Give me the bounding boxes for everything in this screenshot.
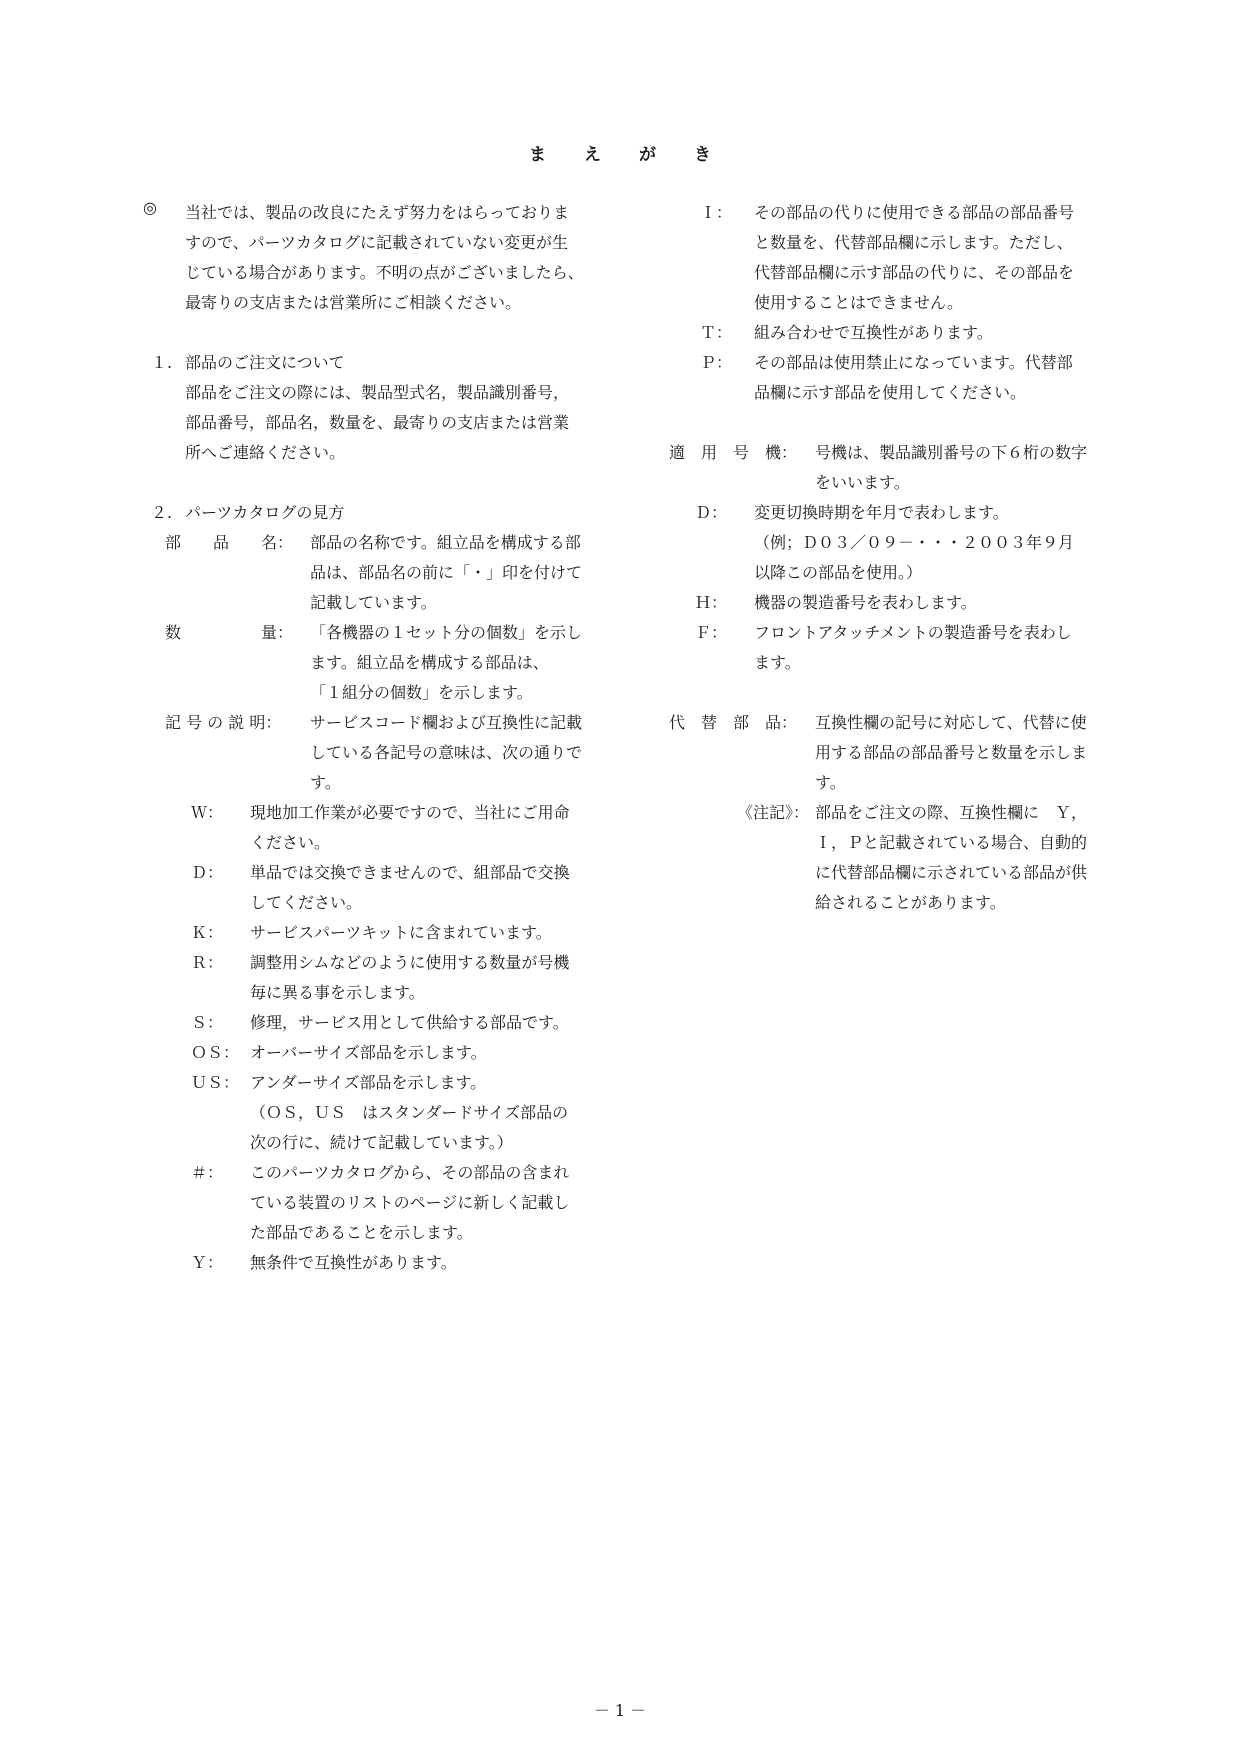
term-line: 「１組分の個数」を示します。 xyxy=(310,683,533,702)
code-label: Ｓ： xyxy=(191,1013,224,1032)
code-line: た部品であることを示します。 xyxy=(250,1223,473,1242)
code-entry-hash xyxy=(145,1158,625,1248)
section-1 xyxy=(145,348,625,468)
code-line: その部品の代りに使用できる部品の部品番号 xyxy=(754,203,1075,222)
code-line: 無条件で互換性があります。 xyxy=(250,1253,457,1272)
code-line: 組み合わせで互換性があります。 xyxy=(754,323,993,342)
code-line: 変更切換時期を年月で表わします。 xyxy=(754,503,1009,522)
code-line: 単品では交換できませんので、組部品で交換 xyxy=(250,863,570,882)
code-label: Ｐ： xyxy=(700,353,733,372)
section-line: 部品番号，部品名，数量を、最寄りの支店または営業 xyxy=(185,413,570,432)
code-line: 代替部品欄に示す部品の代りに、その部品を xyxy=(754,263,1075,282)
term-label: 適 用 号 機： xyxy=(669,443,798,462)
code-line: 機器の製造番号を表わします。 xyxy=(754,593,977,612)
code-line: 以降この部品を使用。） xyxy=(754,563,923,582)
code-entry-f xyxy=(667,618,1127,678)
term-line: している各記号の意味は、次の通りで xyxy=(310,743,583,762)
left-column xyxy=(145,198,625,1278)
term-line: 用する部品の部品番号と数量を示しま xyxy=(815,743,1088,762)
code-line: 現地加工作業が必要ですので、当社にご用命 xyxy=(250,803,570,822)
term-label: 記 号 の 説 明： xyxy=(165,713,282,732)
double-circle-mark: ◎ xyxy=(143,198,157,217)
term-line: す。 xyxy=(310,773,341,792)
note-entry xyxy=(667,798,1127,918)
code-label: Ｋ： xyxy=(191,923,224,942)
term-line: す。 xyxy=(815,773,846,792)
title-char: え xyxy=(584,145,601,165)
term-line: 号機は、製品識別番号の下６桁の数字 xyxy=(815,443,1088,462)
code-label: Ｒ： xyxy=(191,953,224,972)
code-line: フロントアタッチメントの製造番号を表わし xyxy=(754,623,1072,642)
code-line: （ＯＳ，ＵＳ はスタンダードサイズ部品の xyxy=(250,1103,569,1122)
intro-line: じている場合があります。不明の点がございましたら、 xyxy=(185,263,584,282)
code-line: 使用することはできません。 xyxy=(754,293,963,312)
term-label: 数 量： xyxy=(165,623,294,642)
term-entry xyxy=(145,708,625,798)
section-2 xyxy=(145,498,625,1278)
code-entry-d xyxy=(145,858,625,918)
term-line: 部品の名称です。組立品を構成する部 xyxy=(310,533,581,552)
code-line: 品欄に示す部品を使用してください。 xyxy=(754,383,1027,402)
term-line: サービスコード欄および互換性に記載 xyxy=(310,713,583,732)
code-entry-y xyxy=(145,1248,625,1278)
code-label: Ｗ： xyxy=(191,803,224,822)
code-entry-i xyxy=(667,198,1127,318)
code-entry-w xyxy=(145,798,625,858)
note-line: Ｉ，Ｐと記載されている場合、自動的 xyxy=(815,833,1088,852)
intro-line: 当社では、製品の改良にたえず努力をはらっておりま xyxy=(185,203,570,222)
code-label: Ｆ： xyxy=(695,623,728,642)
title-char: ま xyxy=(529,145,546,165)
title-char: が xyxy=(639,145,656,165)
term-line: 「各機器の１セット分の個数」を示し xyxy=(310,623,583,642)
term-entry xyxy=(145,618,625,708)
intro-line: 最寄りの支店または営業所にご相談ください。 xyxy=(185,293,522,312)
code-entry-r xyxy=(145,948,625,1008)
page-title xyxy=(0,140,1240,165)
section-heading: パーツカタログの見方 xyxy=(185,503,345,522)
note-line: に代替部品欄に示されている部品が供 xyxy=(815,863,1088,882)
code-line: ます。 xyxy=(754,653,801,672)
code-entry-h xyxy=(667,588,1127,618)
code-label: ＃： xyxy=(191,1163,224,1182)
substitute-part-entry xyxy=(667,708,1127,798)
term-line: 品は、部品名の前に「・」印を付けて xyxy=(310,563,583,582)
code-line: アンダーサイズ部品を示します。 xyxy=(250,1073,487,1092)
note-line: 部品をご注文の際、互換性欄に Ｙ， xyxy=(815,803,1088,822)
term-line: ます。組立品を構成する部品は、 xyxy=(310,653,549,672)
code-entry-p xyxy=(667,348,1127,408)
section-number: ２. xyxy=(151,503,173,522)
code-line: 毎に異る事を示します。 xyxy=(250,983,425,1002)
code-label: ＵＳ： xyxy=(191,1073,240,1092)
page-number: － 1 － xyxy=(593,1701,647,1720)
section-line: 部品をご注文の際には、製品型式名，製品識別番号， xyxy=(185,383,570,402)
code-label: Ｄ： xyxy=(695,503,728,522)
right-column xyxy=(667,198,1127,918)
term-label: 代 替 部 品： xyxy=(669,713,798,732)
code-line: 次の行に、続けて記載しています。） xyxy=(250,1133,513,1152)
code-label: Ｄ： xyxy=(191,863,224,882)
code-entry-s xyxy=(145,1008,625,1038)
code-label: Ｈ： xyxy=(695,593,728,612)
code-line: このパーツカタログから、その部品の含まれ xyxy=(250,1163,570,1182)
applicable-machine-entry xyxy=(667,438,1127,498)
code-label: ＯＳ： xyxy=(191,1043,240,1062)
code-entry-us xyxy=(145,1068,625,1158)
code-line: サービスパーツキットに含まれています。 xyxy=(250,923,552,942)
code-entry-os xyxy=(145,1038,625,1068)
section-heading: 部品のご注文について xyxy=(185,353,345,372)
code-line: と数量を、代替部品欄に示します。ただし、 xyxy=(754,233,1073,252)
code-line: 修理，サービス用として供給する部品です。 xyxy=(250,1013,569,1032)
code-line: その部品は使用禁止になっています。代替部 xyxy=(754,353,1073,372)
note-label: 《注記》： xyxy=(737,803,810,822)
code-entry-t xyxy=(667,318,1127,348)
code-line: オーバーサイズ部品を示します。 xyxy=(250,1043,487,1062)
note-line: 給されることがあります。 xyxy=(815,893,1006,912)
code-line: 調整用シムなどのように使用する数量が号機 xyxy=(250,953,570,972)
code-entry-k xyxy=(145,918,625,948)
section-number: １. xyxy=(151,353,173,372)
intro-block xyxy=(145,198,625,318)
code-label: Ｔ： xyxy=(700,323,733,342)
intro-line: すので、パーツカタログに記載されていない変更が生 xyxy=(185,233,569,252)
term-line: 互換性欄の記号に対応して、代替に使 xyxy=(815,713,1087,732)
term-entry xyxy=(145,528,625,618)
code-entry-d2 xyxy=(667,498,1127,588)
code-line: ください。 xyxy=(250,833,331,852)
code-line: ている装置のリストのページに新しく記載し xyxy=(250,1193,570,1212)
term-label: 部 品 名： xyxy=(165,533,294,552)
section-line: 所へご連絡ください。 xyxy=(185,443,346,462)
code-line: してください。 xyxy=(250,893,363,912)
term-line: をいいます。 xyxy=(815,473,910,492)
title-char: き xyxy=(694,145,711,165)
code-line: （例；Ｄ０３／０９－・・・２００３年９月 xyxy=(754,533,1075,552)
code-label: Ｉ： xyxy=(700,203,733,222)
code-label: Ｙ： xyxy=(191,1253,224,1272)
term-line: 記載しています。 xyxy=(310,593,437,612)
